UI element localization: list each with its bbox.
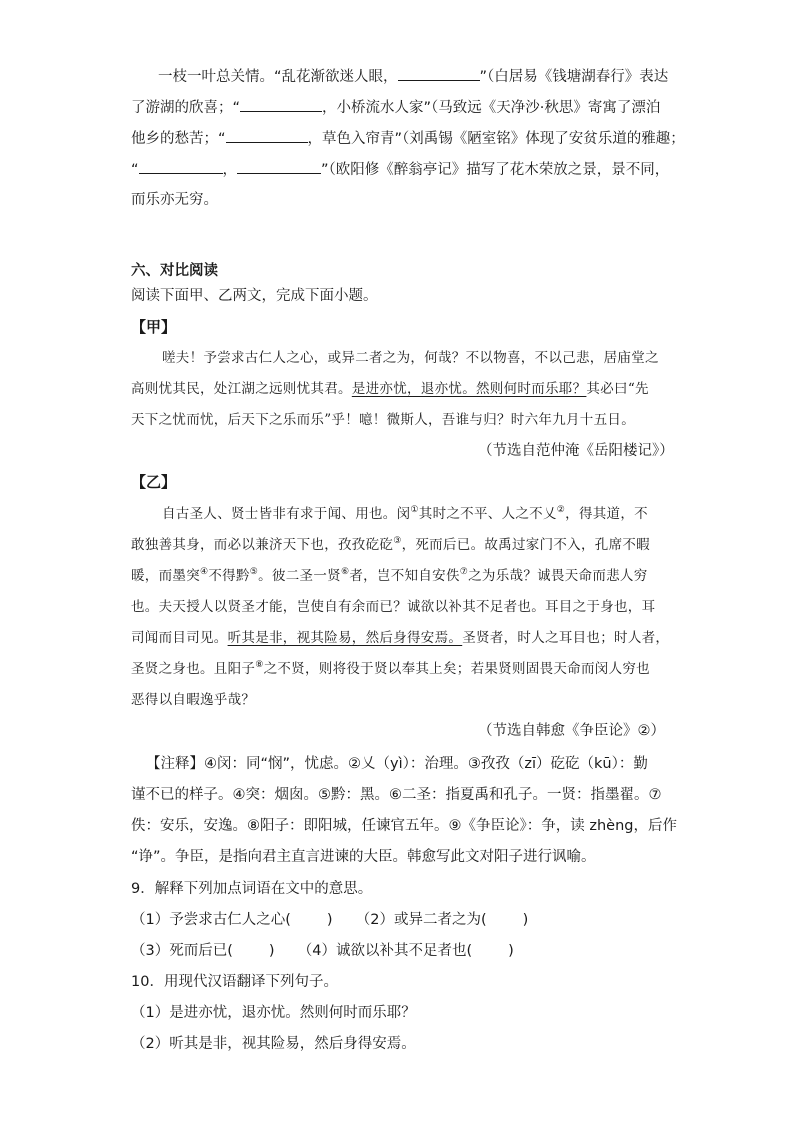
yi-line-5-text-b: 圣贤者，时人之耳目也；时人者， [462,630,670,646]
yi-line-1 [162,504,648,524]
note-ref: ⑦ [459,566,469,577]
note-ref: ② [556,504,566,515]
jia-line-1: 嗟夫！予尝求古仁人之心，或异二者之为，何哉？不以物喜，不以己悲，居庙堂之 [162,350,659,366]
notes-line-2: 谨不已的样子。④突：烟囱。⑤黔：黑。⑥二圣：指夏禹和孔子。一贤：指墨翟。⑦ [131,787,662,803]
q10-item-1: （1）是进亦忧，退亦忧。然则何时而乐耶？ [131,1005,416,1021]
yi-label: 【乙】 [131,473,177,491]
poem-line-2 [131,97,660,118]
section-instruction: 阅读下面甲、乙两文，完成下面小题。 [131,288,378,304]
q9-row-2 [131,941,514,961]
poem-line-5: 而乐亦无穷。 [131,192,218,208]
q9-item-4-close: ) [508,943,514,959]
poem-line-2-text-b: ，小桥流水人家”（马致远《天净沙·秋思》寄寓了漂泊 [322,100,661,116]
answer-blank[interactable] [472,941,508,955]
q9-item-2: （2）或异二者之为( [355,912,487,928]
note-ref: ③ [393,535,402,546]
answer-blank[interactable] [240,97,322,112]
q9-row-1 [131,910,528,930]
yi-line-5 [131,628,669,648]
yi-underlined-sentence: 听其是非，视其险易，然后身得安焉。 [227,630,463,646]
yi-line-1-text-a: 自古圣人、贤士皆非有求于闻、用也。闵 [162,506,411,522]
yi-line-4: 也。夫天授人以贤圣才能，岂使自有余而已？诚欲以补其不足者也。耳目之于身也，耳 [131,599,656,615]
note-ref: ④ [200,566,209,577]
jia-source: （节选自范仲淹《岳阳楼记》） [478,443,674,459]
yi-line-6-text-b: 之不贤，则将役于贤以奉其上矣；若果贤则固畏天命而闵人穷也 [263,661,650,677]
note-ref: ⑧ [255,659,264,670]
poem-line-4-text-a: “ [131,162,139,178]
poem-line-4-text-c: ”（欧阳修《醉翁亭记》描写了花木荣放之景，景不同， [321,162,670,178]
answer-blank[interactable] [291,910,327,924]
yi-source: （节选自韩愈《争臣论》②） [478,723,665,739]
jia-line-2-text-end: 其必曰“先 [586,381,649,397]
yi-line-3-text-a: 暖，而墨突 [131,568,200,584]
note-ref: ⑥ [340,566,350,577]
note-ref: ⑤ [249,566,259,577]
jia-line-2-text: 高则忧其民，处江湖之远则忧其君。 [131,381,352,397]
poem-line-3-text-b: ，草色入帘青”（刘禹锡《陋室铭》体现了安贫乐道的雅趣； [307,131,685,147]
jia-line-2 [131,379,649,399]
poem-line-1 [158,66,668,87]
q9-title: 9．解释下列加点词语在文中的意思。 [131,881,373,897]
yi-line-3 [131,566,648,586]
yi-line-3-text-d: 者，岂不知自安佚 [349,568,460,584]
jia-label: 【甲】 [131,318,177,336]
note-ref: ① [410,504,419,515]
yi-line-6-text-a: 圣贤之身也。且阳子 [131,661,256,677]
yi-line-3-text-b: 不得黔 [208,568,250,584]
poem-line-4 [131,159,669,180]
poem-line-1-text-a: 一枝一叶总关情。“乱花渐欲迷人眼， [158,69,398,85]
q9-item-1-close: ) [326,912,333,928]
answer-blank[interactable] [398,66,480,81]
q9-item-2-close: ) [522,912,529,928]
q9-item-3: （3）死而后已( [131,943,233,959]
q10-item-2: （2）听其是非，视其险易，然后身得安焉。 [131,1036,416,1052]
poem-line-4-text-b: ， [222,162,238,178]
yi-line-5-text-a: 司闻而目司见。 [131,630,228,646]
notes-line-3: 佚：安乐，安逸。⑧阳子：即阳城，任谏官五年。⑨《争臣论》：争，读 zhèng，后作 [131,818,677,834]
q9-item-3-close: ) [268,943,275,959]
section-title: 六、对比阅读 [131,263,218,279]
answer-blank[interactable] [139,159,223,174]
yi-line-2-text-a: 敢独善其身，而必以兼济天下也，孜孜矻矻 [131,537,394,553]
q9-item-4: （4）诚欲以补其不足者也( [297,943,473,959]
notes-line-1: 【注释】④闵：同“悯”，忧虑。②乂（yì）：治理。③孜孜（zī）矻矻（kū）：勤 [146,756,648,772]
answer-blank[interactable] [233,941,269,955]
poem-line-3-text-a: 他乡的愁苦；“ [131,131,226,147]
yi-line-3-text-e: 之为乐哉？诚畏天命而悲人穷 [468,568,648,584]
yi-line-2 [131,535,650,555]
answer-blank[interactable] [226,128,308,143]
yi-line-7: 恶得以自暇逸乎哉？ [131,692,256,708]
poem-line-1-text-b: ”（白居易《钱塘湖春行》表达 [479,69,669,85]
yi-line-2-text-b: ，死而后已。故禹过家门不入，孔席不暇 [401,537,650,553]
yi-line-6 [131,659,650,679]
yi-line-3-text-c: 。彼二圣一贤 [258,568,341,584]
answer-blank[interactable] [237,159,321,174]
yi-line-1-text-c: ，得其道，不 [565,506,648,522]
jia-underlined-sentence: 是进亦忧，退亦忧。然则何时而乐耶？ [351,381,587,397]
poem-line-3 [131,128,685,149]
jia-line-3: 天下之忧而忧，后天下之乐而乐”乎！噫！微斯人，吾谁与归？时六年九月十五日。 [131,412,636,428]
yi-line-1-text-b: 其时之不平、人之不乂 [418,506,557,522]
answer-blank[interactable] [487,910,523,924]
notes-line-4: “诤”。争臣，是指向君主直言进谏的大臣。韩愈写此文对阳子进行讽喻。 [131,849,596,865]
q10-title: 10．用现代汉语翻译下列句子。 [131,974,338,990]
poem-line-2-text-a: 了游湖的欣喜；“ [131,100,241,116]
q9-item-1: （1）予尝求古仁人之心( [131,912,291,928]
